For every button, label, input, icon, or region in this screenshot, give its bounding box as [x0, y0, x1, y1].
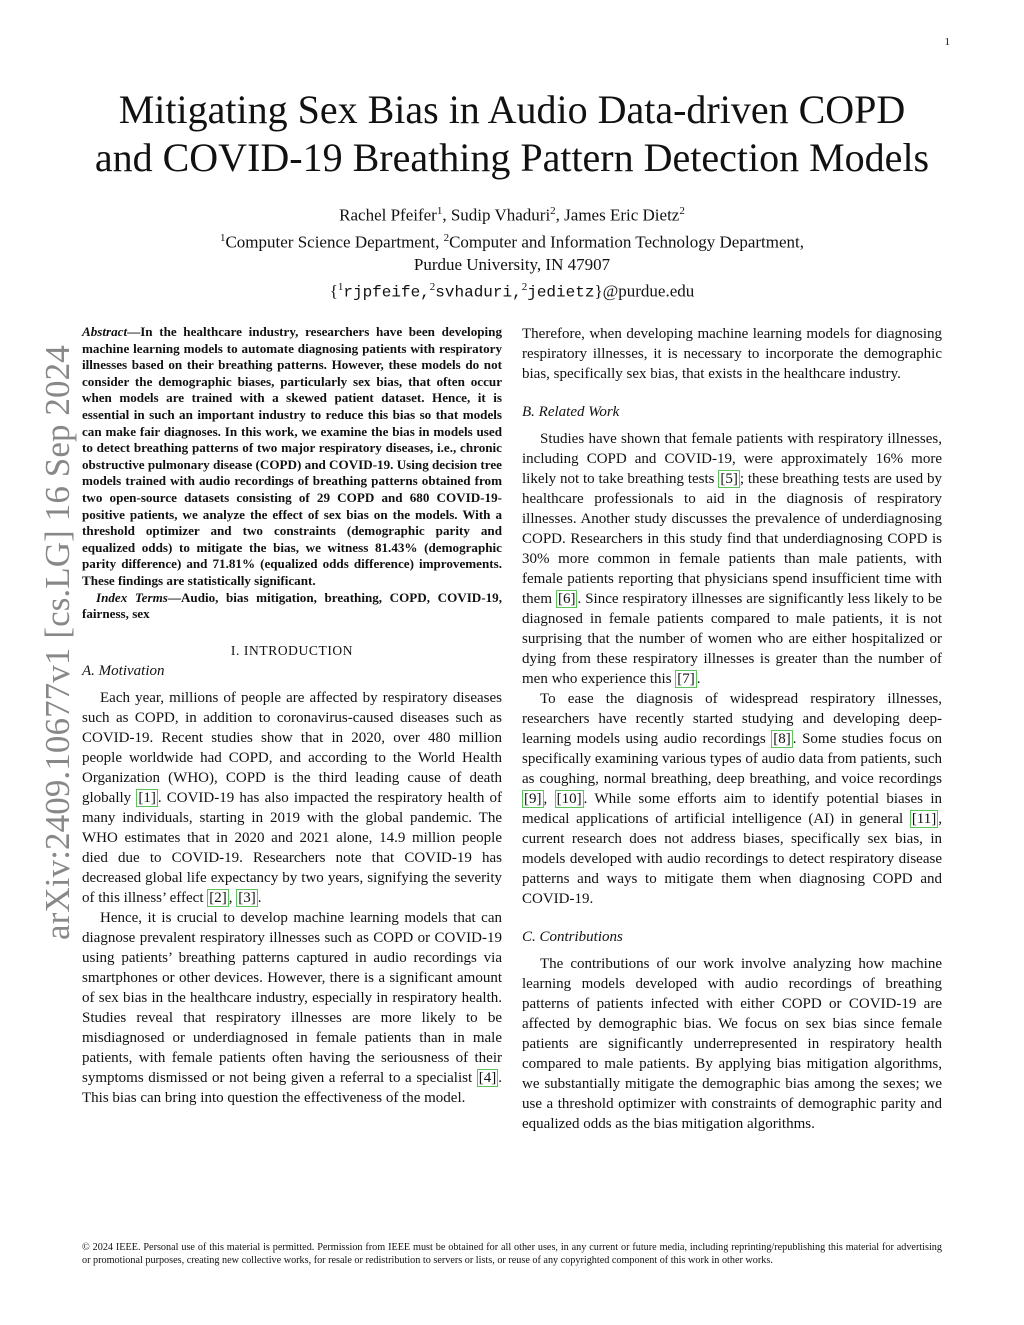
citation-link[interactable]: [3] — [238, 889, 256, 906]
text-run: . — [257, 889, 262, 906]
author-names: Rachel Pfeifer$^1$, Sudip Vhaduri$^2$, James Eric Dietz$^2$ — [339, 205, 685, 225]
text-run: . — [696, 671, 701, 687]
email-2: svhaduri, — [435, 283, 522, 302]
affiliation-1: Computer Science Department, — [225, 232, 444, 252]
motivation-paragraph-2 — [82, 908, 502, 1108]
citation-link[interactable]: [10] — [556, 791, 582, 807]
text-run: , — [543, 791, 555, 807]
citation-link[interactable]: [5] — [720, 471, 738, 487]
citation-link[interactable]: [11] — [911, 811, 937, 827]
affiliations — [60, 227, 964, 254]
text-run: . Since respiratory illnesses are significantly less likely to be diagnosed in female patients compared to male patients, it is not surprising that the number of women who are either hospitalized or dying from these respiratory illnesses is greater than the number of men who experience this — [522, 591, 942, 687]
copyright-footer: © 2024 IEEE. Personal use of this material is permitted. Permission from IEEE must be obtained for all other uses, in any current or future media, including reprinting/republishing this material for advertising or promotional purposes, creating new collective works, for resale or redistribution to servers or lists, or reuse of any copyrighted component of this work in other works. — [82, 1242, 942, 1266]
subsection-motivation-heading: A. Motivation — [82, 662, 165, 679]
citation-link[interactable]: [2] — [209, 889, 227, 906]
author-2-affil: 2 — [550, 205, 556, 217]
text-run: Studies have shown that female patients with respiratory illnesses, including COPD and COVID-19, were approximately 16% more likely not to take breathing tests — [522, 431, 942, 487]
text-run: . COVID-19 has also impacted the respiratory health of many individuals, starting in 2019 with the global pandemic. The WHO estimates that in 2020 and 2021 alone, 14.9 million people died due to COVID-19. Researchers note that COVID-19 has decreased global life expectancy by two years, signifying the severity of this illness’ effect — [82, 789, 502, 906]
text-run: . Some studies focus on specifically examining various types of audio data from patients, such as coughing, normal breathing, deep breathing, and voice recordings — [522, 731, 942, 787]
email-1: rjpfeife, — [343, 283, 430, 302]
text-run: . While some efforts aim to identify potential biases in medical applications of artificial intelligence (AI) in general — [522, 791, 943, 827]
arxiv-identifier-stamp: arXiv:2409.10677v1 [cs.LG] 16 Sep 2024 — [38, 345, 77, 940]
affiliation-2: Computer and Information Technology Department, — [449, 232, 805, 252]
section-introduction-heading: I. INTRODUCTION — [230, 642, 354, 658]
text-run: Hence, it is crucial to develop machine learning models that can diagnose prevalent respiratory illnesses such as COPD or COVID-19 using patients’ breathing patterns captured in audio recordings via smartphones or other devices. However, there is a significant amount of sex bias in the healthcare industry, especially in respiratory health. Studies reveal that respiratory illnesses are more likely to be misdiagnosed or underdiagnosed in female patients than in male patients, with female patients often having the seriousness of their symptoms dismissed or not being given a referral to a specialist — [82, 909, 502, 1086]
email-domain: @purdue.edu — [602, 281, 695, 301]
citation-link[interactable]: [7] — [677, 671, 695, 687]
paper-title — [60, 86, 964, 182]
abstract-label: Abstract — [82, 324, 128, 339]
citation-link[interactable]: [6] — [557, 591, 576, 607]
abstract-text: —In the healthcare industry, researchers have been developing machine learning models to automate diagnosing patients with respiratory illnesses based on their breathing patterns. However, these models do not consider the demographic biases, particularly sex bias, that often occur when models are trained with a skewed patient dataset. Hence, it is essential in such an important industry to reduce this bias so that models can make fair diagnoses. In this work, we examine the bias in models used to detect breathing patterns of two major respiratory diseases, i.e., chronic obstructive pulmonary disease (COPD) and COVID-19. Using decision tree models trained with audio recordings of breathing patterns obtained from two open-source datasets consisting of 29 COPD and 680 COVID-19-positive patients, we analyze the effect of sex bias on the models. With a threshold optimizer and two constraints (demographic parity and equalized odds) to mitigate the bias, we witness 81.43% (demographic parity difference) and 71.81% (equalized odds difference) improvements. These findings are statistically significant. — [82, 324, 502, 588]
author-3: James Eric Dietz — [564, 205, 680, 225]
text-run: ; these breathing tests are used by healthcare professionals to aid in the diagnosis of respiratory illnesses. Another study discusses the prevalence of underdiagnosing COPD. Researchers in this study find that underdiagnosing COPD is 30% more common in female patients than male patients, with female patients reporting that physicians spend insufficient time with them — [522, 471, 942, 607]
author-block — [60, 200, 964, 305]
motivation-paragraph-3: Therefore, when developing machine learning models for diagnosing respiratory illnesses, it is necessary to incorporate the demographic bias, specifically sex bias, that exists in the healthcare industry. — [522, 326, 942, 382]
author-3-affil: 2 — [679, 205, 685, 217]
emails: {$^1$rjpfeife,$^2$svhaduri,$^2$jedietz}@purdue.edu — [329, 281, 695, 302]
author-2: Sudip Vhaduri — [450, 205, 551, 225]
related-work-paragraph-1 — [522, 429, 942, 689]
index-terms — [82, 590, 502, 623]
citation-link[interactable]: [9] — [524, 791, 542, 807]
citation-link[interactable]: [8] — [773, 731, 791, 747]
page-number: 1 — [944, 36, 950, 48]
title-line-1: Mitigating Sex Bias in Audio Data-driven COPD — [118, 87, 906, 132]
citation-link[interactable]: [4] — [478, 1069, 497, 1086]
email-1-mark: 1 — [337, 281, 344, 294]
text-run: , — [228, 889, 237, 906]
right-column — [522, 324, 942, 1134]
text-run: , current research does not address biases, specifically sex bias, in models developed with audio recordings to detect respiratory disease patterns and ways to mitigate them when diagnosing COPD and COVID-19. — [522, 811, 942, 907]
subsection-related-work-heading: B. Related Work — [522, 404, 620, 420]
affiliation-1-mark: 1 — [219, 231, 226, 244]
author-1-affil: 1 — [436, 205, 443, 217]
email-3-mark: 2 — [521, 281, 528, 294]
index-terms-text: —Audio, bias mitigation, breathing, COPD, COVID-19, fairness, sex — [82, 589, 502, 622]
affiliation-2-mark: 2 — [443, 231, 450, 244]
university: Purdue University, IN 47907 — [413, 255, 611, 275]
motivation-paragraph-1 — [82, 688, 502, 908]
title-line-2: and COVID-19 Breathing Pattern Detection Models — [94, 135, 930, 180]
subsection-contributions-heading: C. Contributions — [522, 929, 623, 945]
text-run: To ease the diagnosis of widespread respiratory illnesses, researchers have recently started studying and developing deep-learning models using audio recordings — [522, 691, 942, 747]
left-column — [82, 324, 502, 1108]
email-2-mark: 2 — [429, 281, 436, 294]
email-3: jedietz — [527, 283, 595, 302]
abstract — [82, 324, 502, 590]
text-run: Each year, millions of people are affected by respiratory diseases such as COPD, in addition to coronavirus-caused diseases such as COVID-19. Recent studies show that in 2020, over 480 million people worldwide had COPD, and according to the World Health Organization (WHO), COPD is the third leading cause of death globally — [82, 689, 502, 806]
index-terms-label: Index Terms — [96, 589, 168, 605]
citation-link[interactable]: [1] — [138, 789, 156, 806]
text-run: . This bias can bring into question the effectiveness of the model. — [82, 1069, 502, 1106]
author-1: Rachel Pfeifer — [339, 205, 437, 225]
contributions-paragraph-1: The contributions of our work involve analyzing how machine learning models developed with audio recordings of breathing patterns of patients infected with either COPD or COVID-19 are affected by demographic bias. We focus on sex bias since female patients are significantly underrepresented in respiratory health compared to male patients. By applying bias mitigation algorithms, we substantially mitigate the demographic bias among the sexes; we use a threshold optimizer with constraints of demographic parity and equalized odds as the bias mitigation algorithms. — [522, 956, 942, 1132]
related-work-paragraph-2 — [522, 689, 942, 909]
